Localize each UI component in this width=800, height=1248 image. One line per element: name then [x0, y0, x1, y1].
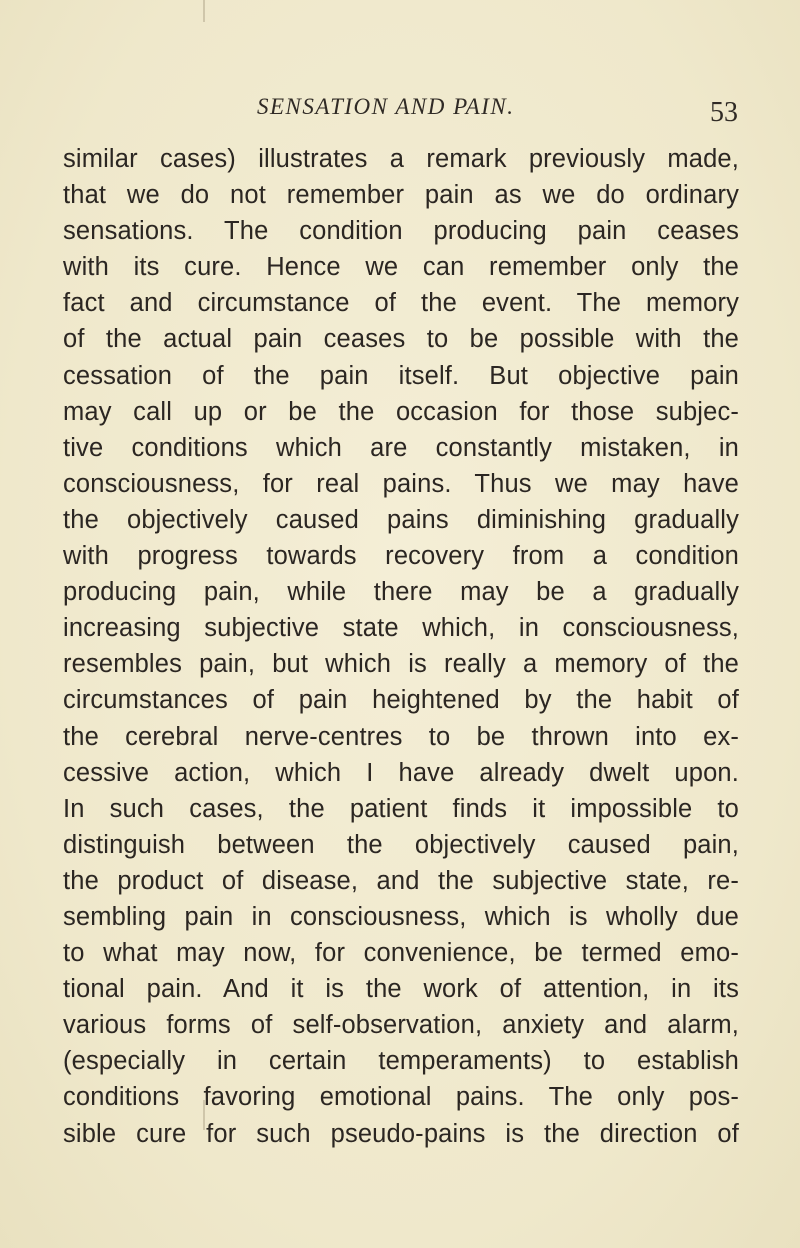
- text-line: sible cure for such pseudo-pains is the direction of: [63, 1119, 739, 1148]
- text-line: increasing subjective state which, in consciousness,: [63, 614, 739, 643]
- gutter-mark-top: [203, 0, 205, 22]
- text-line: with progress towards recovery from a condition: [63, 542, 739, 571]
- text-line: tive conditions which are constantly mistaken, in: [63, 433, 739, 462]
- text-line: circumstances of pain heightened by the habit of: [63, 686, 739, 715]
- text-line: similar cases) illustrates a remark previously made,: [63, 145, 739, 173]
- page-number: 53: [710, 97, 738, 128]
- text-line: that we do not remember pain as we do ordinary: [63, 181, 739, 210]
- text-line: to what may now, for convenience, be termed emo-: [63, 939, 739, 968]
- text-line: sensations. The condition producing pain ceases: [63, 217, 739, 246]
- text-line: resembles pain, but which is really a memory of the: [63, 650, 739, 679]
- text-line: consciousness, for real pains. Thus we may have: [63, 469, 739, 498]
- text-line: the product of disease, and the subjective state, re-: [63, 866, 739, 895]
- page-header: [62, 94, 738, 126]
- text-line: various forms of self-observation, anxiety and alarm,: [63, 1011, 739, 1040]
- text-line: producing pain, while there may be a gradually: [63, 578, 739, 607]
- running-title: SENSATION AND PAIN.: [257, 94, 515, 119]
- text-line: cessive action, which I have already dwelt upon.: [63, 758, 739, 787]
- text-line: (especially in certain temperaments) to establish: [63, 1047, 739, 1076]
- text-line: distinguish between the objectively caused pain,: [63, 830, 739, 859]
- text-line: with its cure. Hence we can remember only the: [63, 253, 739, 282]
- text-line: may call up or be the occasion for those subjec-: [63, 397, 739, 426]
- text-line: cessation of the pain itself. But objective pain: [63, 361, 739, 390]
- text-line: sembling pain in consciousness, which is wholly due: [63, 902, 739, 931]
- body-text: [63, 141, 739, 1152]
- text-line: fact and circumstance of the event. The memory: [63, 289, 739, 318]
- text-line: conditions favoring emotional pains. The only pos-: [63, 1083, 739, 1112]
- text-line: tional pain. And it is the work of attention, in its: [63, 975, 739, 1004]
- text-line: of the actual pain ceases to be possible with the: [63, 325, 739, 354]
- text-line: the cerebral nerve-centres to be thrown into ex-: [63, 722, 739, 751]
- text-line: the objectively caused pains diminishing gradually: [63, 505, 739, 534]
- text-line: In such cases, the patient finds it impossible to: [63, 794, 739, 823]
